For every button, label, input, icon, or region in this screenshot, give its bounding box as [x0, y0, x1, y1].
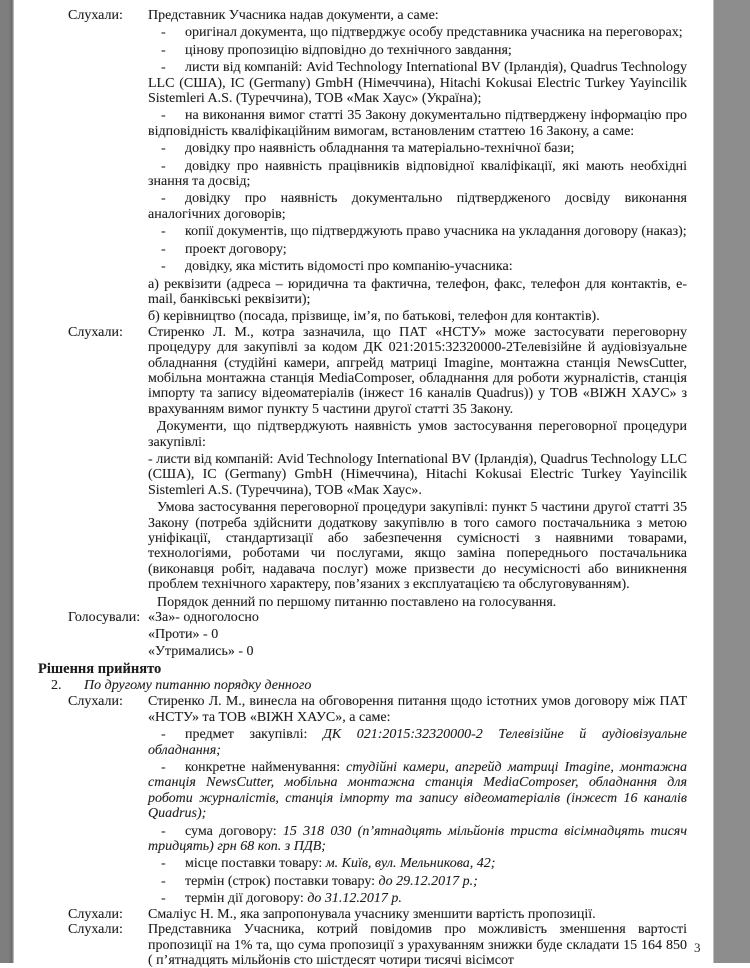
text-segment: листи від компаній: Avid Technology International BV (Ірландія), Quadrus Technology LLC (США), IC (Germany) GmbH (Німеччина), Hitachi Kokusai Electric Turkey Yayincilik Sistemleri A.S. (Туреччина), ТОВ «Мак Хаус» (Україна);: [148, 60, 687, 106]
text-segment: Стиренко Л. М., винесла на обговорення питання щодо істотних умов договору між ПАТ «НСТУ» та ТОВ «ВІЖН ХАУС», а саме:: [148, 694, 687, 724]
text-segment: Стиренко Л. М., котра зазначила, що ПАТ «НСТУ» може застосувати переговорну процедуру для закупівлі за кодом ДК 021:2015:32320000-2Телевізійне й аудіовізуальне обладнання (студійні камери, апгрейд матриці Imagine, монтажна станція NewsCutter, мобільна монтажна станція MediaComposer, обладнання для роботи журналістів, станція імпорту та запису відеоматеріалів (інжест 16 каналів Quadrus)) у ТОВ «ВІЖН ХАУС» з врахуванням вимог пункту 5 частини другої статті 35 Закону.: [148, 325, 687, 417]
paragraph: [148, 694, 687, 725]
paragraph: [148, 224, 687, 239]
paragraph: [148, 43, 687, 58]
paragraph: [148, 259, 687, 274]
document-page: [14, 0, 714, 963]
paragraph: [148, 325, 687, 417]
block-body: [148, 8, 687, 325]
text-segment: проект договору;: [185, 242, 287, 257]
list-dash-icon: -: [161, 891, 185, 906]
block-body: [148, 907, 687, 922]
paragraph: [148, 60, 687, 106]
paragraph: [148, 25, 687, 40]
text-segment: - листи від компаній: Avid Technology International BV (Ірландія), Quadrus Technology LLC (США), IC (Germany) GmbH (Німеччина), Hitachi Kokusai Electric Turkey Yayincilik Sistemleri A.S. (Туреччина), ТОВ «Мак Хаус».: [148, 452, 687, 498]
scan-edge-right: [713, 0, 750, 963]
paragraph: [148, 856, 687, 871]
paragraph: [148, 419, 687, 450]
text-segment: термін (строк) поставки товару:: [185, 874, 379, 889]
paragraph: [148, 159, 687, 190]
italic-segment: до 31.12.2017 р.: [307, 891, 402, 906]
paragraph: [148, 452, 687, 498]
list-dash-icon: -: [161, 760, 185, 775]
text-segment: довідку про наявність обладнання та матеріально-технічної бази;: [185, 141, 574, 156]
list-dash-icon: -: [161, 856, 185, 871]
speech-block: [38, 694, 687, 906]
list-dash-icon: -: [161, 224, 185, 239]
paragraph: [148, 8, 687, 23]
list-dash-icon: -: [161, 141, 185, 156]
text-segment: предмет закупівлі:: [185, 727, 323, 742]
paragraph: [148, 242, 687, 257]
text-segment: Порядок денний по першому питанню поставлено на голосування.: [157, 595, 556, 610]
text-segment: Представник Учасника надав документи, а саме:: [148, 8, 439, 23]
text-segment: б) керівництво (посада, прізвище, ім’я, по батькові, телефон для контактів).: [148, 309, 600, 324]
text-segment: Смаліус Н. М., яка запропонувала учаснику зменшити вартість пропозиції.: [148, 907, 596, 922]
agenda-item: [38, 678, 687, 695]
text-segment: конкретне найменування:: [185, 760, 346, 775]
text-segment: копії документів, що підтверджують право учасника на укладання договору (наказ);: [185, 224, 687, 239]
list-dash-icon: -: [161, 727, 185, 742]
text-segment: цінову пропозицію відповідно до технічного завдання;: [185, 43, 512, 58]
block-body: [148, 922, 687, 968]
text-segment: «За»- одноголосно: [148, 610, 259, 625]
italic-segment: до 29.12.2017 р.;: [379, 874, 478, 889]
paragraph: [148, 824, 687, 855]
text-segment: «Утримались» - 0: [148, 644, 254, 659]
text-segment: на виконання вимог статті 35 Закону документально підтверджену інформацію про відповідність кваліфікаційним вимогам, встановленим статтею 16 Закону, а саме:: [148, 108, 687, 138]
paragraph: [148, 309, 687, 324]
block-body: [148, 694, 687, 906]
text-segment: Представника Учасника, котрий повідомив про можливість зменшення вартості пропозиції на 1% та, що сума пропозиції з урахуванням знижки буде складати 15 164 850 ( п’ятнадцять мільйонів сто шістдесят чотири тисячі вісімсот: [148, 922, 687, 968]
text-segment: довідку, яка містить відомості про компанію-учасника:: [185, 259, 513, 274]
list-dash-icon: -: [161, 259, 185, 274]
list-dash-icon: -: [161, 242, 185, 257]
list-dash-icon: -: [161, 108, 185, 123]
list-dash-icon: -: [161, 824, 185, 839]
agenda-item-title: По другому питанню порядку денного: [84, 678, 687, 695]
block-body: [148, 325, 687, 610]
speech-block: [38, 907, 687, 922]
italic-segment: студійні камери, апгрейд матриці Imagine, монтажна станція NewsCutter, мобільна монтажна станція MediaComposer, обладнання для роботи журналістів, станція імпорту та запису відеоматеріалів (інжест 16 каналів Quadrus);: [148, 760, 687, 821]
text-segment: оригінал документа, що підтверджує особу представника учасника на переговорах;: [185, 25, 683, 40]
paragraph: [148, 760, 687, 822]
paragraph: [148, 907, 687, 922]
paragraph: [148, 277, 687, 308]
speech-block: [38, 610, 687, 660]
text-segment: місце поставки товару:: [185, 856, 326, 871]
italic-segment: 15 318 030 (п’ятнадцять мільйонів триста вісімнадцять тисяч тридцять) грн 68 коп. з ПДВ;: [148, 824, 687, 854]
paragraph: [148, 627, 687, 644]
text-segment: Умова застосування переговорної процедури закупівлі: пункт 5 частини другої статті 35 Закону (потреба здійснити додаткову закупівлю в того самого постачальника з метою уніфікації, стандартизації або забезпечення сумісності з наявними товарами, технологіями, роботами чи послугами, якщо заміна попереднього постачальника (виконавця робіт, надавача послуг) може призвести до несумісності або виникнення проблем технічного характеру, пов’язаних з експлуатацією та обслуговуванням).: [148, 500, 687, 592]
decision-heading: Рішення прийнято: [38, 661, 687, 678]
scan-edge-left: [0, 0, 14, 963]
text-segment: довідку про наявність документально підтвердженого досвіду виконання аналогічних договорів;: [148, 191, 687, 221]
text-segment: Документи, що підтверджують наявність умов застосування переговорної процедури закупівлі:: [148, 419, 687, 449]
list-dash-icon: -: [161, 874, 185, 889]
block-label: Слухали:: [38, 8, 148, 325]
speech-block: [38, 922, 687, 968]
paragraph: [148, 500, 687, 592]
text-segment: «Проти» - 0: [148, 627, 218, 642]
paragraph: [148, 595, 687, 610]
speech-block: [38, 325, 687, 610]
block-label: Слухали:: [38, 922, 148, 968]
italic-segment: ДК 021:2015:32320000-2 Телевізійне й аудіовізуальне обладнання;: [148, 727, 687, 757]
list-dash-icon: -: [161, 191, 185, 206]
text-segment: термін дії договору:: [185, 891, 307, 906]
block-label: Слухали:: [38, 694, 148, 906]
paragraph: [148, 874, 687, 889]
agenda-item-number: 2.: [51, 678, 84, 695]
block-body: [148, 610, 687, 660]
paragraph: [148, 610, 687, 627]
speech-block: [38, 8, 687, 325]
block-label: Голосували:: [38, 610, 148, 660]
text-segment: довідку про наявність працівників відповідної кваліфікації, які мають необхідні знання та досвід;: [148, 159, 687, 189]
paragraph: [148, 191, 687, 222]
page-number: 3: [694, 940, 701, 956]
list-dash-icon: -: [161, 159, 185, 174]
block-label: Слухали:: [38, 325, 148, 610]
protocol-text: [38, 8, 687, 968]
list-dash-icon: -: [161, 25, 185, 40]
paragraph: [148, 891, 687, 906]
paragraph: [148, 108, 687, 139]
paragraph: [148, 922, 687, 968]
italic-segment: м. Київ, вул. Мельникова, 42;: [326, 856, 496, 871]
paragraph: [148, 141, 687, 156]
list-dash-icon: -: [161, 60, 185, 75]
text-segment: сума договору:: [185, 824, 283, 839]
block-label: Слухали:: [38, 907, 148, 922]
list-dash-icon: -: [161, 43, 185, 58]
paragraph: [148, 644, 687, 661]
paragraph: [148, 727, 687, 758]
text-segment: а) реквізити (адреса – юридична та фактична, телефон, факс, телефон для контактів, e-mail, банківські реквізити);: [148, 277, 687, 307]
